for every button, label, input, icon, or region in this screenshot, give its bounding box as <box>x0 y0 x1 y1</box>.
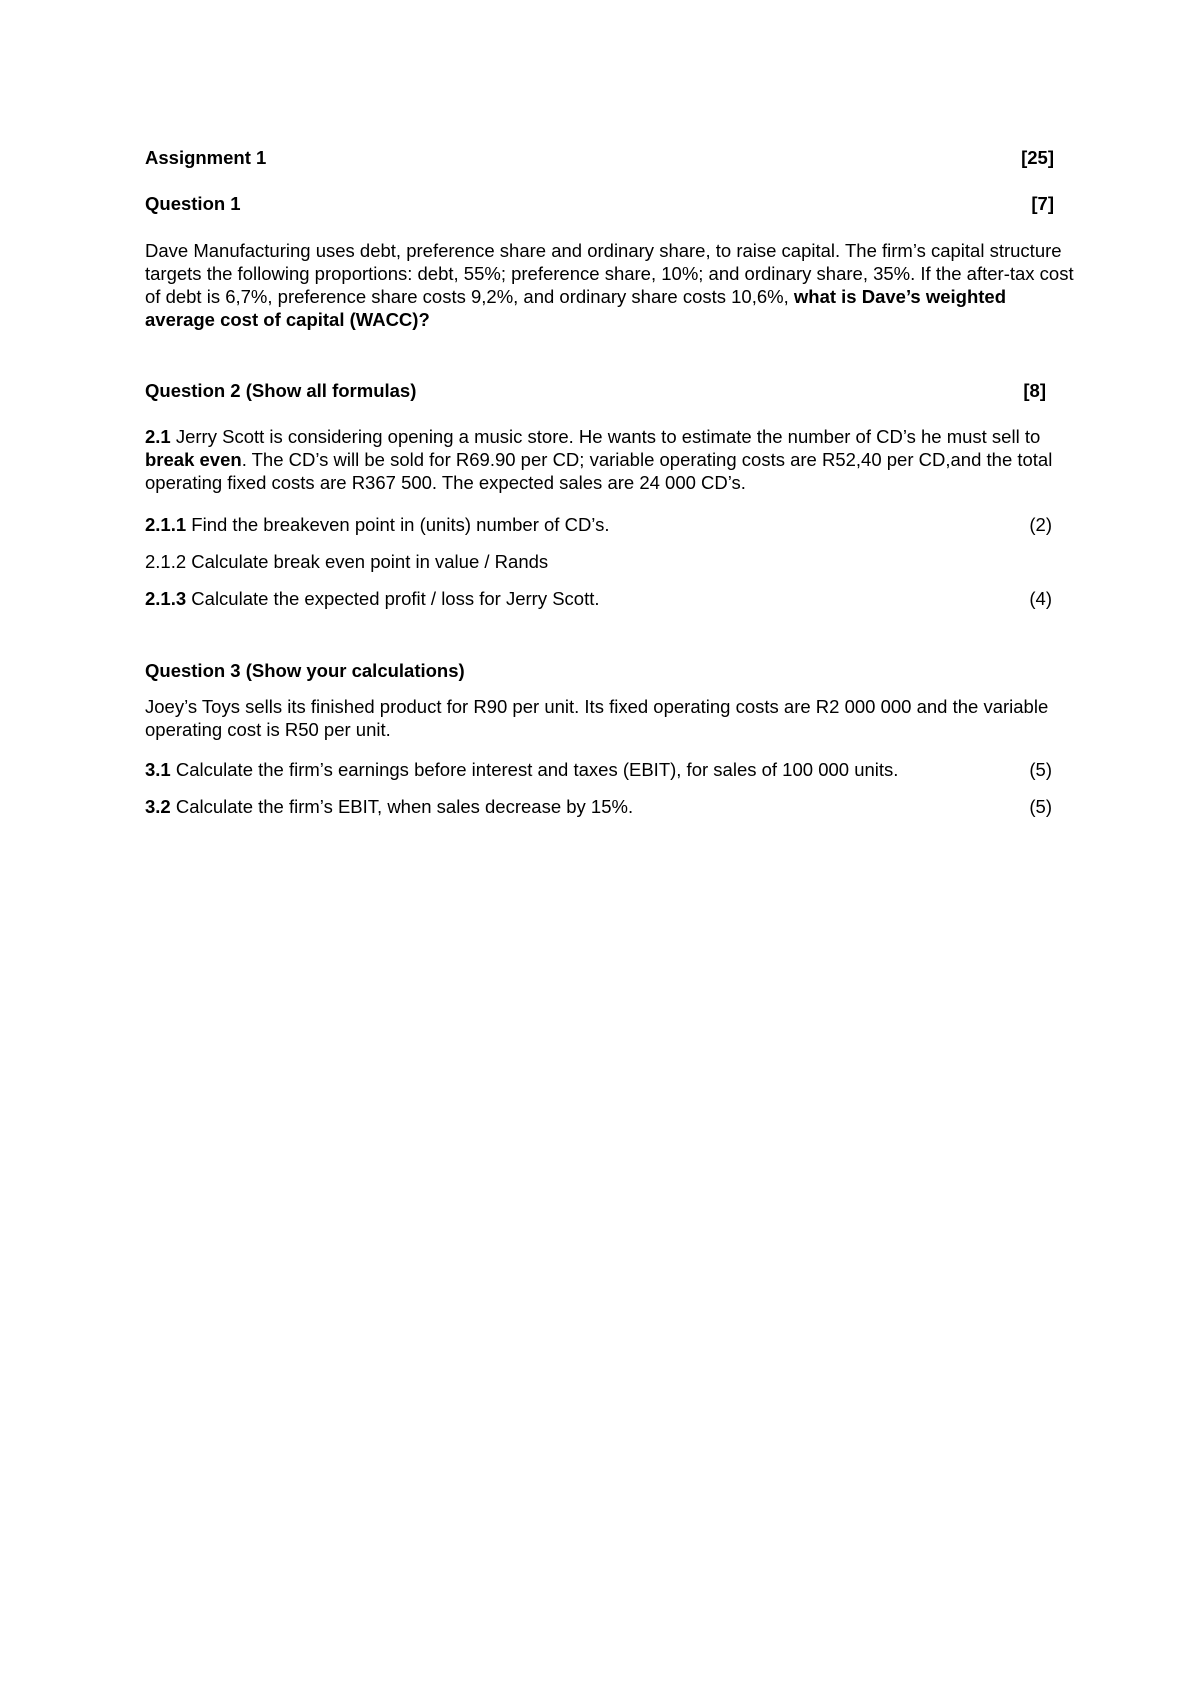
question-3-heading: Question 3 (Show your calculations) <box>145 660 465 681</box>
item-2-1-3-number: 2.1.3 <box>145 588 187 609</box>
question-3-intro <box>145 695 1065 741</box>
assignment-title: Assignment 1 <box>145 147 267 168</box>
item-3-2-number: 3.2 <box>145 796 171 817</box>
item-3-2 <box>145 795 1050 818</box>
item-3-1-marks: (5) <box>1029 759 1052 780</box>
item-2-1-1-marks: (2) <box>1029 514 1052 535</box>
item-2-1-2 <box>145 550 1050 573</box>
question-1-ask: what is Dave’s weighted average cost of capital (WACC)? <box>145 286 1007 330</box>
question-2-intro <box>145 425 1070 494</box>
item-2-1-text-b: . The CD’s will be sold for R69.90 per CD; variable operating costs are R52,40 per CD,and the total operating fixed costs are R367 500. The expected sales are 24 000 CD’s. <box>145 449 1053 493</box>
item-3-2-text: Calculate the firm’s EBIT, when sales decrease by 15%. <box>170 796 634 817</box>
question-1-marks: [7] <box>1031 193 1054 214</box>
item-2-1-1 <box>145 513 1050 536</box>
question-2-marks: [8] <box>1023 380 1046 401</box>
item-2-1-3-marks: (4) <box>1029 588 1052 609</box>
item-3-1-text: Calculate the firm’s earnings before interest and taxes (EBIT), for sales of 100 000 units. <box>170 759 899 780</box>
item-2-1-number: 2.1 <box>145 426 171 447</box>
question-1-body: Dave Manufacturing uses debt, preference share and ordinary share, to raise capital. The firm’s capital structure targets the following proportions: debt, 55%; preference share, 10%; and ordinary share, 35%. If the after-tax cost of debt is 6,7%, preference share costs 9,2%, and ordinary share costs 10,6%, <box>145 240 1074 307</box>
item-2-1-1-text: Find the breakeven point in (units) number of CD’s. <box>186 514 610 535</box>
question-3-header <box>145 659 1050 682</box>
item-3-2-marks: (5) <box>1029 796 1052 817</box>
item-2-1-1-number: 2.1.1 <box>145 514 187 535</box>
item-2-1-text-a: Jerry Scott is considering opening a music store. He wants to estimate the number of CD’s he must sell to <box>170 426 1041 447</box>
item-2-1-3-text: Calculate the expected profit / loss for Jerry Scott. <box>186 588 600 609</box>
question-3-body: Joey’s Toys sells its finished product for R90 per unit. Its fixed operating costs are R2 000 000 and the variable operating cost is R50 per unit. <box>145 696 1049 740</box>
item-3-1-number: 3.1 <box>145 759 171 780</box>
assignment-header <box>145 146 1054 169</box>
question-2-heading: Question 2 (Show all formulas) <box>145 380 417 401</box>
question-2-header <box>145 379 1050 402</box>
item-2-1-3 <box>145 587 1050 610</box>
question-1-header <box>145 192 1054 215</box>
question-1-heading: Question 1 <box>145 193 241 214</box>
item-2-1-2-text: 2.1.2 Calculate break even point in value / Rands <box>145 551 549 572</box>
item-2-1-bold: break even <box>145 449 242 470</box>
item-3-1 <box>145 758 1050 781</box>
assignment-total-marks: [25] <box>1021 147 1054 168</box>
question-1-text <box>145 239 1080 331</box>
